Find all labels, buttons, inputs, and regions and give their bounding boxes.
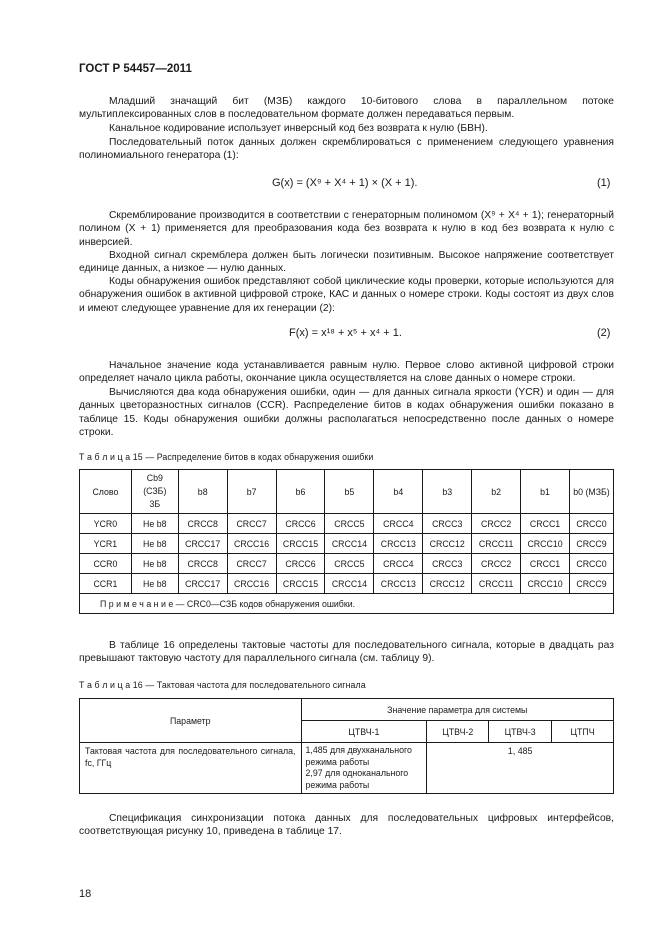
table-cell: CRCC0: [570, 554, 614, 574]
header-cell: b5: [325, 470, 374, 514]
table-cell: CRCC14: [325, 534, 374, 554]
paragraph-clock-frequencies: В таблице 16 определены тактовые частоты для последовательного сигнала, которые в двадцать раз превышают тактовую частоту для параллельного сигнала (см. таблицу 9).: [79, 640, 614, 665]
table-15: [79, 469, 614, 614]
table-cell: CRCC7: [227, 554, 276, 574]
table-cell: CRCC17: [178, 534, 227, 554]
header-cell: ЦТВЧ-2: [427, 721, 489, 743]
header-cell: b6: [276, 470, 325, 514]
table-cell: CRCC10: [521, 574, 570, 594]
table-row: [80, 743, 614, 794]
paragraph-channel-coding: Канальное кодирование использует инверсный код без возврата к нулю (БВН).: [109, 123, 488, 134]
table-note-row: [80, 594, 614, 614]
value-dual-channel: 1,485 для двухканального режима работы: [305, 745, 412, 767]
table-cell: Тактовая частота для последовательного сигнала, fc, ГГц: [80, 743, 302, 794]
table-cell: CRCC15: [276, 534, 325, 554]
table-cell: Не b8: [131, 574, 178, 594]
header-cell: b2: [472, 470, 521, 514]
paragraph-sync-spec: Спецификация синхронизации потока данных для последовательных цифровых интерфейсов, соответствующая рисунку 10, приведена в таблице 17.: [79, 813, 614, 838]
formula-g: G(x) = (X⁹ + X⁴ + 1) × (X + 1).: [272, 177, 418, 189]
table-cell: YCR0: [80, 514, 132, 534]
table-cell: CRCC12: [423, 534, 472, 554]
header-cell: b4: [374, 470, 423, 514]
table-row: [80, 534, 614, 554]
table-cell: CRCC3: [423, 554, 472, 574]
table-row: [80, 554, 614, 574]
header-cell: b0 (МЗБ): [570, 470, 614, 514]
table-cell: CRCC1: [521, 554, 570, 574]
table-cell: CRCC6: [276, 554, 325, 574]
paragraph-error-codes: Коды обнаружения ошибок представляют собой циклические коды проверки, которые используются для обнаружения ошибок в активной цифровой строке, КАС и данных о номере строки. Коды состоят из двух слов и имеют следующее уравнение для их генерации (2):: [79, 276, 614, 314]
table-cell: CRCC4: [374, 514, 423, 534]
table-cell: CRCC15: [276, 574, 325, 594]
table-cell: 1, 485: [427, 743, 614, 794]
table-cell: CRCC16: [227, 574, 276, 594]
table-cell: CCR0: [80, 554, 132, 574]
header-cell: b8: [178, 470, 227, 514]
table15-note: П р и м е ч а н и е — CRC0—СЗБ кодов обнаружения ошибки.: [80, 594, 614, 614]
table-cell: CRCC16: [227, 534, 276, 554]
formula-f-number: (2): [597, 327, 611, 339]
table-cell: CRCC8: [178, 514, 227, 534]
paragraph-initial-value: Начальное значение кода устанавливается равным нулю. Первое слово активной цифровой строки определяет начало цикла работы, окончание цикла осуществляется на слове данных о номере строки.: [79, 360, 614, 385]
table-cell: CRCC11: [472, 574, 521, 594]
header-cell: ЦТВЧ-1: [301, 721, 427, 743]
table15-caption: Т а б л и ц а 15 — Распределение битов в кодах обнаружения ошибки: [79, 452, 374, 462]
table-cell: CRCC5: [325, 514, 374, 534]
value-single-channel: 2,97 для одноканального режима работы: [305, 768, 409, 790]
table-cell: CRCC2: [472, 554, 521, 574]
table-cell: CRCC5: [325, 554, 374, 574]
table-cell: CRCC6: [276, 514, 325, 534]
document-header: ГОСТ Р 54457—2011: [79, 63, 192, 75]
table-cell: CRCC9: [570, 534, 614, 554]
table-cell: Не b8: [131, 534, 178, 554]
table-row: [80, 574, 614, 594]
header-cell: ЦТВЧ-3: [489, 721, 552, 743]
paragraph-scrambling: Последовательный поток данных должен скремблироваться с применением следующего уравнения полиномиального генератора (1):: [79, 137, 614, 162]
table-cell: CRCC13: [374, 574, 423, 594]
table-cell: CRCC10: [521, 534, 570, 554]
header-cell: Cb9 (СЗБ) 3Б: [131, 470, 178, 514]
table-cell: CRCC13: [374, 534, 423, 554]
table-cell: CRCC7: [227, 514, 276, 534]
table-16: [79, 698, 614, 794]
table16-caption: Т а б л и ц а 16 — Тактовая частота для последовательного сигнала: [79, 680, 366, 690]
header-cell: b3: [423, 470, 472, 514]
table-cell: CRCC0: [570, 514, 614, 534]
header-cell: Слово: [80, 470, 132, 514]
paragraph-scrambler-input: Входной сигнал скремблера должен быть логически позитивным. Высокое напряжение соответствует единице данных, а низкое — нулю данных.: [79, 250, 614, 275]
table-cell: Не b8: [131, 514, 178, 534]
formula-f: F(x) = x¹⁸ + x⁵ + x⁴ + 1.: [289, 327, 402, 339]
header-cell: Параметр: [80, 699, 302, 743]
paragraph-two-codes: Вычисляются два кода обнаружения ошибки, один — для данных сигнала яркости (YCR) и один — для данных цветоразностных сигналов (CCR). Распределение битов в кодах обнаружения ошибки показано в таблице 15. Коды обнаружения ошибки должны располагаться непосредственно после данных о номере строки.: [79, 387, 614, 439]
header-cell: ЦТПЧ: [552, 721, 614, 743]
table-cell: CRCC11: [472, 534, 521, 554]
table-cell: CRCC14: [325, 574, 374, 594]
page-number: 18: [79, 888, 92, 900]
table-cell: Не b8: [131, 554, 178, 574]
formula-g-number: (1): [597, 177, 611, 189]
table-cell: CRCC4: [374, 554, 423, 574]
header-cell: b1: [521, 470, 570, 514]
table-cell: CRCC8: [178, 554, 227, 574]
table-cell: [301, 743, 427, 794]
table-cell: YCR1: [80, 534, 132, 554]
header-cell: Значение параметра для системы: [301, 699, 613, 721]
table-header-row: [80, 470, 614, 514]
table-header-row: [80, 699, 614, 721]
paragraph-lsb: Младший значащий бит (МЗБ) каждого 10-битового слова в параллельном потоке мультиплексированных слов в последовательном формате должен передаваться первым.: [79, 96, 614, 121]
header-cell: b7: [227, 470, 276, 514]
table-cell: CRCC12: [423, 574, 472, 594]
table-cell: CRCC3: [423, 514, 472, 534]
table-cell: CRCC2: [472, 514, 521, 534]
table-cell: CCR1: [80, 574, 132, 594]
table-cell: CRCC9: [570, 574, 614, 594]
paragraph-scrambling-polynomial: Скремблирование производится в соответствии с генераторным полиномом (X⁹ + X⁴ + 1); генераторный полином (X + 1) применяется для преобразования кода без возврата к нулю в код без возврата к нулю с инверсией.: [79, 210, 614, 248]
table-row: [80, 514, 614, 534]
table-cell: CRCC1: [521, 514, 570, 534]
table-cell: CRCC17: [178, 574, 227, 594]
